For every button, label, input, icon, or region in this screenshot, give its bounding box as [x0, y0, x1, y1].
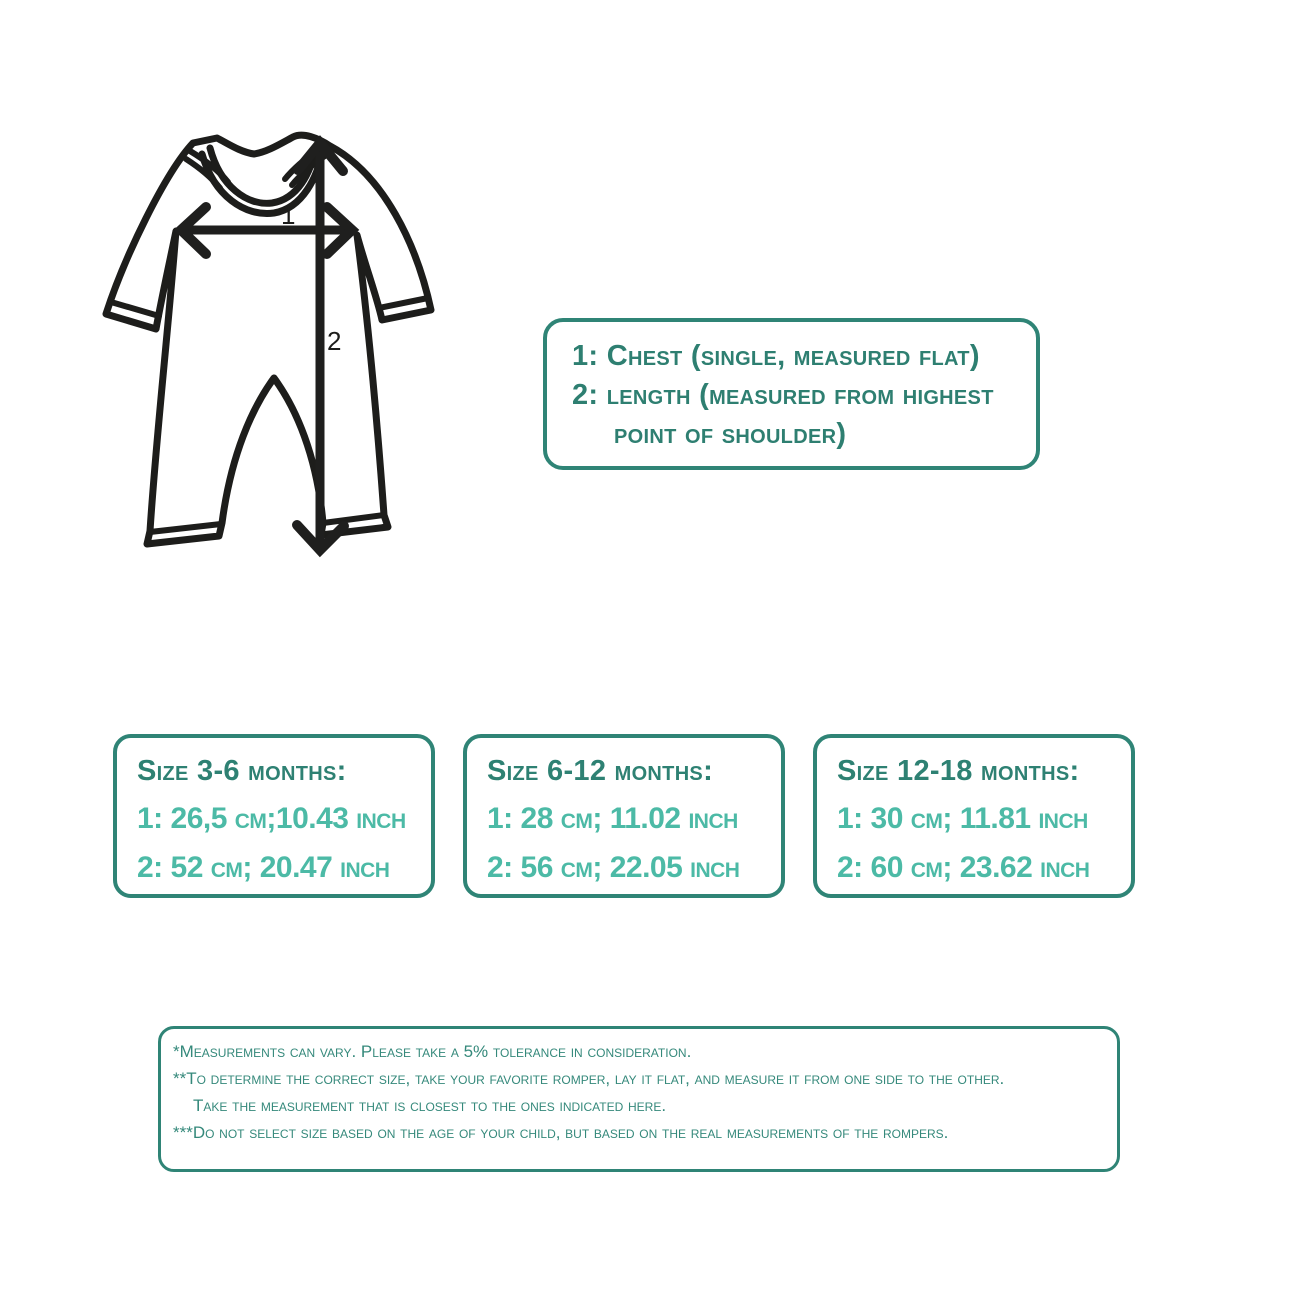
legend-line-chest: 1: Chest (single, measured flat) [572, 340, 980, 372]
length-arrow-label: 2 [327, 326, 342, 356]
size-box-title: Size 3-6 months: [137, 755, 347, 787]
disclaimer-box [158, 1026, 1120, 1172]
size-box-length: 2: 52 cm; 20.47 inch [137, 851, 390, 884]
size-box-6-12-months [463, 734, 785, 898]
romper-diagram [90, 118, 462, 580]
disclaimer-line-4: ***Do not select size based on the age of your child, but based on the real measurements of the rompers. [173, 1123, 949, 1142]
size-box-12-18-months [813, 734, 1135, 898]
disclaimer-line-3: Take the measurement that is closest to the ones indicated here. [193, 1096, 667, 1115]
romper-outline [106, 135, 431, 544]
legend-line-length: 2: length (measured from highest [572, 379, 994, 411]
legend-line-length-cont: point of shoulder) [614, 418, 847, 450]
size-box-length: 2: 56 cm; 22.05 inch [487, 851, 740, 884]
chest-arrow-label: 1 [281, 200, 296, 230]
disclaimer-line-2: **To determine the correct size, take your favorite romper, lay it flat, and measure it from one side to the other. [173, 1069, 1005, 1088]
size-box-title: Size 6-12 months: [487, 755, 714, 787]
disclaimer-line-1: *Measurements can vary. Please take a 5% tolerance in consideration. [173, 1042, 692, 1061]
size-box-3-6-months [113, 734, 435, 898]
size-box-length: 2: 60 cm; 23.62 inch [837, 851, 1090, 884]
legend-box [543, 318, 1040, 470]
size-box-chest: 1: 28 cm; 11.02 inch [487, 802, 738, 835]
size-box-chest: 1: 30 cm; 11.81 inch [837, 802, 1088, 835]
size-box-chest: 1: 26,5 cm;10.43 inch [137, 802, 406, 835]
size-box-title: Size 12-18 months: [837, 755, 1080, 787]
